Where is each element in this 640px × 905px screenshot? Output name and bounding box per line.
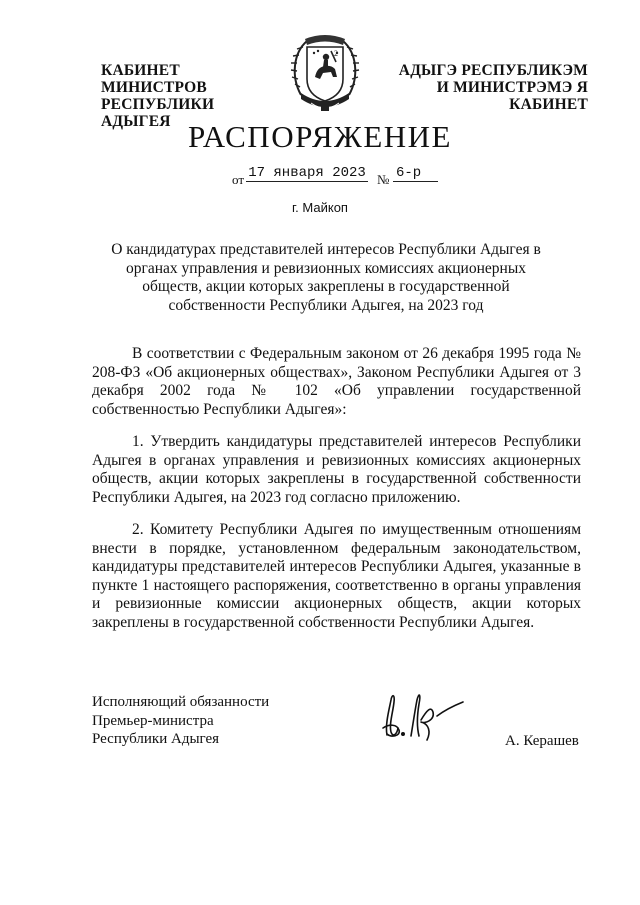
issuer-adyghe-line-1: АДЫГЭ РЕСПУБЛИКЭМ: [398, 62, 588, 79]
position-line-2: Премьер-министра: [92, 712, 214, 729]
issuer-line-1: КАБИНЕТ МИНИСТРОВ: [101, 62, 207, 96]
issuer-line-2: РЕСПУБЛИКИ АДЫГЕЯ: [101, 96, 215, 130]
date-prefix: от: [232, 172, 245, 187]
handwritten-signature-icon: [377, 680, 467, 750]
issuer-name-adyghe: [368, 62, 588, 113]
position-line-3: Республики Адыгея: [92, 731, 220, 747]
signatory-name: А. Керашев: [505, 733, 579, 749]
position-line-1: Исполняющий обязанности: [92, 694, 270, 710]
document-subject: О кандидатурах представителей интересов Республики Адыгея в органах управления и ревизионных комиссиях акционерных обществ, акции которых закреплены в государственной собственности Республики Адыгея, на 2023 год: [111, 241, 541, 314]
document-date: 17 января 2023: [246, 165, 368, 182]
number-prefix: №: [377, 172, 390, 187]
issuer-adyghe-line-2: И МИНИСТРЭМЭ Я КАБИНЕТ: [436, 79, 588, 113]
document-title: РАСПОРЯЖЕНИЕ: [188, 119, 452, 154]
document-city: г. Майкоп: [292, 200, 348, 215]
preamble-paragraph: В соответствии с Федеральным законом от 26 декабря 1995 года № 208-ФЗ «Об акционерных обществах», Законом Республики Адыгея от 3 декабря 2002 года № 102 «Об управлении государственной собственностью Республики Адыгея»:: [92, 345, 581, 418]
clause-1-paragraph: 1. Утвердить кандидатуры представителей интересов Республики Адыгея в органах управления и ревизионных комиссиях акционерных обществ, акции которых закреплены в государственной собственности Республики Адыгея, на 2023 год согласно приложению.: [92, 433, 581, 506]
document-number: 6-р: [393, 165, 438, 182]
clause-2-paragraph: 2. Комитету Республики Адыгея по имущественным отношениям внести в порядке, установленном федеральным законодательством, кандидатуры представителей интересов Республики Адыгея, указанные в пункте 1 настоящего распоряжения, соответственно в органы управления и ревизионные комиссии акционерных обществ, акции которых закреплены в государственной собственности Республики Адыгея.: [92, 521, 581, 631]
emblem-number: 2: [334, 49, 338, 58]
coat-of-arms-icon: [287, 33, 363, 117]
signatory-position: [92, 693, 269, 749]
